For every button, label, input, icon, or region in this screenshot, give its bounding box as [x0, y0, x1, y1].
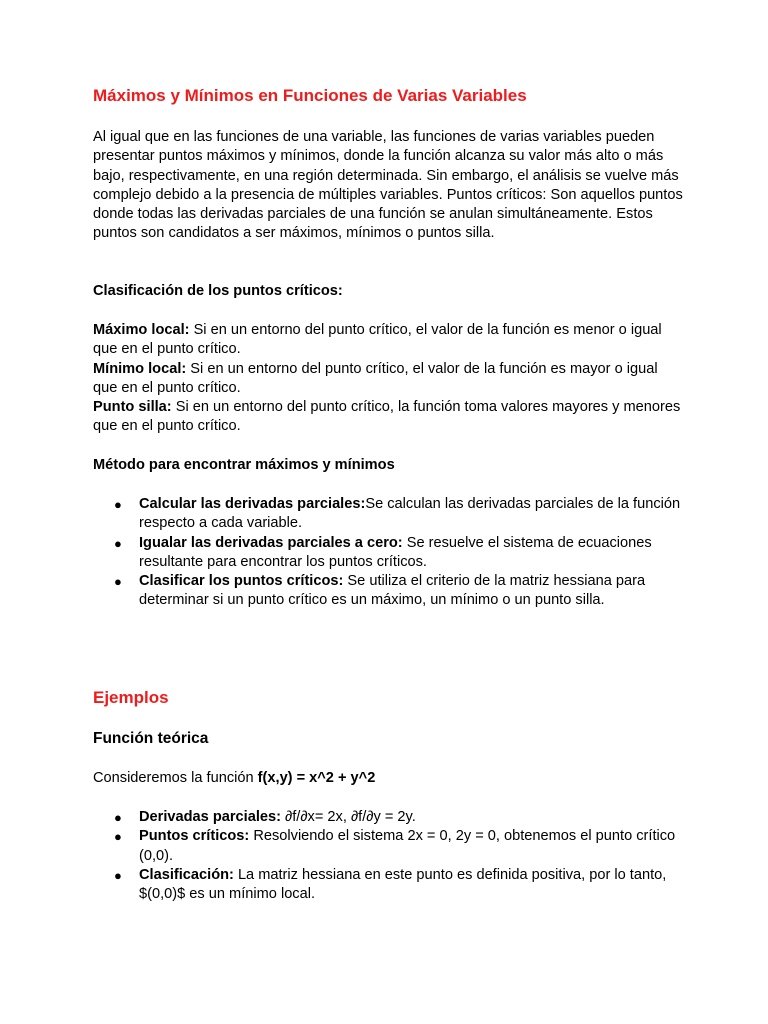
- list-item: [93, 866, 683, 905]
- example-term: Derivadas parciales:: [139, 809, 281, 825]
- example-text: ∂f/∂x= 2x, ∂f/∂y = 2y.: [280, 809, 416, 825]
- bullet-icon: ●: [114, 535, 122, 551]
- classification-item-saddle: [93, 398, 683, 437]
- classification-term: Punto silla:: [93, 399, 172, 416]
- example-term: Clasificación:: [139, 866, 234, 883]
- example-intro-text: Consideremos la función: [93, 770, 258, 786]
- classification-text: Si en un entorno del punto crítico, el valor de la función es mayor o igual que en el punto crítico.: [93, 360, 658, 396]
- example-intro: [93, 769, 375, 788]
- method-text: Se utiliza el criterio de la matriz hessiana para determinar si un punto crítico es un máximo, un mínimo o un punto silla.: [139, 573, 646, 609]
- classification-term: Máximo local:: [93, 322, 190, 338]
- method-list: [93, 495, 683, 611]
- method-text: Se calculan las derivadas parciales de la función respecto a cada variable.: [139, 496, 681, 532]
- bullet-icon: ●: [114, 867, 122, 883]
- example-term: Puntos críticos:: [139, 828, 250, 845]
- classification-item-min: [93, 360, 683, 399]
- example-steps-list: [93, 808, 683, 904]
- classification-item-max: [93, 321, 683, 360]
- classification-list: [93, 321, 683, 437]
- intro-paragraph: Al igual que en las funciones de una variable, las funciones de varias variables pueden presentar puntos máximos y mínimos, donde la función alcanza su valor más alto o más bajo, respectivamente, en una región determinada. Sin embargo, el análisis se vuelve más complejo debido a la presencia de múltiples variables. Puntos críticos: Son aquellos puntos donde todas las derivadas parciales de una función se anulan simultáneamente. Estos puntos son candidatos a ser máximos, mínimos o puntos silla.: [93, 129, 683, 242]
- method-term: Clasificar los puntos críticos:: [139, 573, 344, 590]
- bullet-icon: ●: [114, 810, 122, 825]
- list-item: [93, 827, 683, 866]
- method-term: Igualar las derivadas parciales a cero:: [139, 534, 403, 551]
- examples-heading: Ejemplos: [93, 688, 169, 707]
- list-item: [93, 808, 683, 827]
- list-item: [93, 534, 683, 573]
- document-title: Máximos y Mínimos en Funciones de Varias Variables: [93, 86, 527, 105]
- list-item: [93, 495, 683, 534]
- example-function: f(x,y) = x^2 + y^2: [257, 770, 376, 786]
- bullet-icon: ●: [114, 829, 122, 845]
- example-text: Resolviendo el sistema 2x = 0, 2y = 0, obtenemos el punto crítico (0,0).: [139, 828, 676, 864]
- classification-text: Si en un entorno del punto crítico, el valor de la función es menor o igual que en el punto crítico.: [93, 322, 662, 358]
- list-item: [93, 572, 683, 611]
- method-term: Calcular las derivadas parciales:: [139, 496, 366, 512]
- classification-text: Si en un entorno del punto crítico, la función toma valores mayores y menores que en el punto crítico.: [93, 399, 681, 435]
- method-heading: Método para encontrar máximos y mínimos: [93, 457, 395, 473]
- bullet-icon: ●: [114, 574, 122, 590]
- bullet-icon: ●: [114, 497, 122, 512]
- example-text: La matriz hessiana en este punto es definida positiva, por lo tanto, $(0,0)$ es un mínimo local.: [139, 866, 667, 903]
- method-text: Se resuelve el sistema de ecuaciones resultante para encontrar los puntos críticos.: [139, 534, 652, 570]
- example-subheading: Función teórica: [93, 730, 209, 747]
- classification-heading: Clasificación de los puntos críticos:: [93, 283, 343, 299]
- classification-term: Mínimo local:: [93, 360, 187, 377]
